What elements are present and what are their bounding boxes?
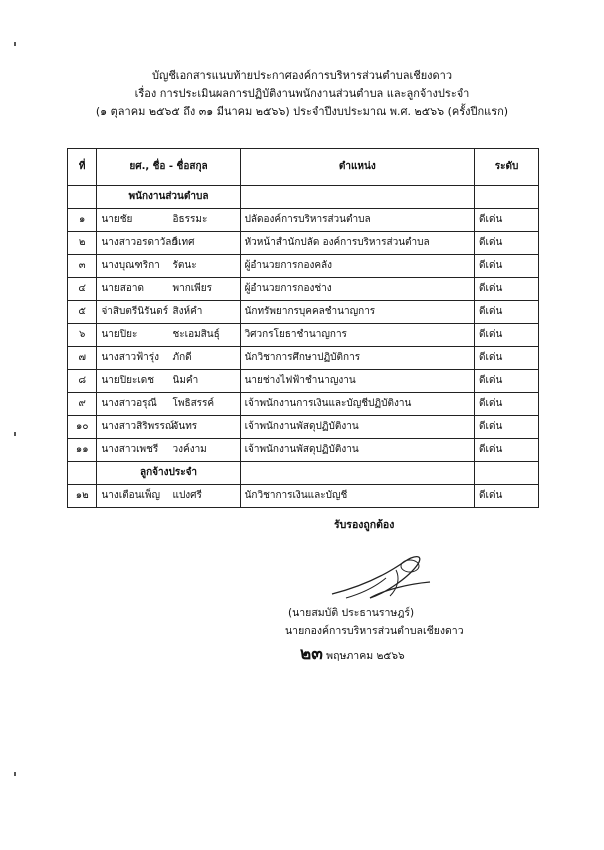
first-name: นายปิยะเดช bbox=[97, 370, 169, 393]
table-row bbox=[68, 393, 539, 416]
first-name: นายชัย bbox=[97, 209, 169, 232]
last-name: อิธรรมะ bbox=[169, 209, 241, 232]
section-position-cell bbox=[240, 186, 474, 209]
position: นักทรัพยากรบุคคลชำนาญการ bbox=[240, 301, 474, 324]
table-body bbox=[68, 186, 539, 508]
table-row bbox=[68, 485, 539, 508]
row-number: ๘ bbox=[68, 370, 97, 393]
position: นักวิชาการศึกษาปฏิบัติการ bbox=[240, 347, 474, 370]
level: ดีเด่น bbox=[475, 209, 539, 232]
position: นายช่างไฟฟ้าชำนาญงาน bbox=[240, 370, 474, 393]
last-name: พากเพียร bbox=[169, 278, 241, 301]
table-row bbox=[68, 301, 539, 324]
level: ดีเด่น bbox=[475, 301, 539, 324]
section-header-row bbox=[68, 186, 539, 209]
row-number: ๑ bbox=[68, 209, 97, 232]
first-name: นางบุณฑริกา bbox=[97, 255, 169, 278]
last-name: ภักดี bbox=[169, 347, 241, 370]
table-row bbox=[68, 347, 539, 370]
first-name: นายสอาด bbox=[97, 278, 169, 301]
position: เจ้าพนักงานพัสดุปฏิบัติงาน bbox=[240, 416, 474, 439]
level: ดีเด่น bbox=[475, 393, 539, 416]
position: ผู้อำนวยการกองช่าง bbox=[240, 278, 474, 301]
row-number: ๔ bbox=[68, 278, 97, 301]
document-period: (๑ ตุลาคม ๒๕๖๕ ถึง ๓๑ มีนาคม ๒๕๖๖) ประจำปีงบประมาณ พ.ศ. ๒๕๖๖ (ครั้งปีกแรก) bbox=[95, 105, 509, 118]
first-name: นางสาวอรุณี bbox=[97, 393, 169, 416]
section-no-cell bbox=[68, 462, 97, 485]
position: หัวหน้าสำนักปลัด องค์การบริหารส่วนตำบล bbox=[240, 232, 474, 255]
section-level-cell bbox=[475, 186, 539, 209]
level: ดีเด่น bbox=[475, 439, 539, 462]
header-position: ตำแหน่ง bbox=[240, 149, 474, 186]
sign-date-rest: พฤษภาคม ๒๕๖๖ bbox=[326, 650, 405, 662]
last-name: แปงศรี bbox=[169, 485, 241, 508]
first-name: นางสาวฟ้ารุ่ง bbox=[97, 347, 169, 370]
last-name: จันทร bbox=[169, 416, 241, 439]
level: ดีเด่น bbox=[475, 278, 539, 301]
row-number: ๒ bbox=[68, 232, 97, 255]
position: เจ้าพนักงานพัสดุปฏิบัติงาน bbox=[240, 439, 474, 462]
first-name: นางสาวสิริพรรณ์ bbox=[97, 416, 169, 439]
sign-date bbox=[300, 640, 405, 667]
table-row bbox=[68, 416, 539, 439]
row-number: ๕ bbox=[68, 301, 97, 324]
signer-name: (นายสมบัติ ประธานราษฎร์) bbox=[288, 607, 415, 619]
level: ดีเด่น bbox=[475, 232, 539, 255]
first-name: นางเตือนเพ็ญ bbox=[97, 485, 169, 508]
row-number: ๑๒ bbox=[68, 485, 97, 508]
position: ปลัดองค์การบริหารส่วนตำบล bbox=[240, 209, 474, 232]
table-row bbox=[68, 370, 539, 393]
last-name: วงค์งาม bbox=[169, 439, 241, 462]
section-level-cell bbox=[475, 462, 539, 485]
last-name: โพธิสรรค์ bbox=[169, 393, 241, 416]
document-subject: เรื่อง การประเมินผลการปฏิบัติงานพนักงานส่วนตำบล และลูกจ้างประจำ bbox=[134, 87, 470, 100]
table-row bbox=[68, 439, 539, 462]
section-title: พนักงานส่วนตำบล bbox=[97, 186, 240, 209]
row-number: ๑๑ bbox=[68, 439, 97, 462]
section-header-row bbox=[68, 462, 539, 485]
row-number: ๙ bbox=[68, 393, 97, 416]
sign-date-day: ๒๓ bbox=[300, 644, 323, 664]
row-number: ๓ bbox=[68, 255, 97, 278]
level: ดีเด่น bbox=[475, 370, 539, 393]
evaluation-table bbox=[67, 148, 539, 508]
first-name: นางสาวอรดาวัลย์ bbox=[97, 232, 169, 255]
first-name: นายปิยะ bbox=[97, 324, 169, 347]
position: เจ้าพนักงานการเงินและบัญชีปฏิบัติงาน bbox=[240, 393, 474, 416]
level: ดีเด่น bbox=[475, 324, 539, 347]
last-name: สิงห์คำ bbox=[169, 301, 241, 324]
table-row bbox=[68, 324, 539, 347]
table-row bbox=[68, 209, 539, 232]
document-title: บัญชีเอกสารแนบท้ายประกาศองค์การบริหารส่วนตำบลเชียงดาว bbox=[151, 69, 453, 82]
first-name: จ่าสิบตรีนิรันดร์ bbox=[97, 301, 169, 324]
last-name: วิเทศ bbox=[169, 232, 241, 255]
position: ผู้อำนวยการกองคลัง bbox=[240, 255, 474, 278]
section-position-cell bbox=[240, 462, 474, 485]
row-number: ๑๐ bbox=[68, 416, 97, 439]
first-name: นางสาวเพชรี bbox=[97, 439, 169, 462]
row-number: ๖ bbox=[68, 324, 97, 347]
table-header-row bbox=[68, 149, 539, 186]
margin-mark bbox=[14, 432, 16, 436]
last-name: ชะเอมสินธุ์ bbox=[169, 324, 241, 347]
section-no-cell bbox=[68, 186, 97, 209]
position: วิศวกรโยธาชำนาญการ bbox=[240, 324, 474, 347]
last-name: รัตนะ bbox=[169, 255, 241, 278]
level: ดีเด่น bbox=[475, 347, 539, 370]
position: นักวิชาการเงินและบัญชี bbox=[240, 485, 474, 508]
level: ดีเด่น bbox=[475, 485, 539, 508]
level: ดีเด่น bbox=[475, 255, 539, 278]
header-no: ที่ bbox=[68, 149, 97, 186]
level: ดีเด่น bbox=[475, 416, 539, 439]
margin-mark bbox=[14, 42, 16, 46]
table-row bbox=[68, 255, 539, 278]
table-row bbox=[68, 278, 539, 301]
header-level: ระดับ bbox=[475, 149, 539, 186]
signer-position: นายกองค์การบริหารส่วนตำบลเชียงดาว bbox=[285, 625, 464, 637]
signature bbox=[326, 548, 436, 610]
last-name: นิมคำ bbox=[169, 370, 241, 393]
header-name: ยศ., ชื่อ - ชื่อสกุล bbox=[97, 149, 240, 186]
row-number: ๗ bbox=[68, 347, 97, 370]
margin-mark bbox=[14, 772, 16, 776]
section-title: ลูกจ้างประจำ bbox=[97, 462, 240, 485]
certify-label: รับรองถูกต้อง bbox=[334, 519, 395, 531]
table-row bbox=[68, 232, 539, 255]
